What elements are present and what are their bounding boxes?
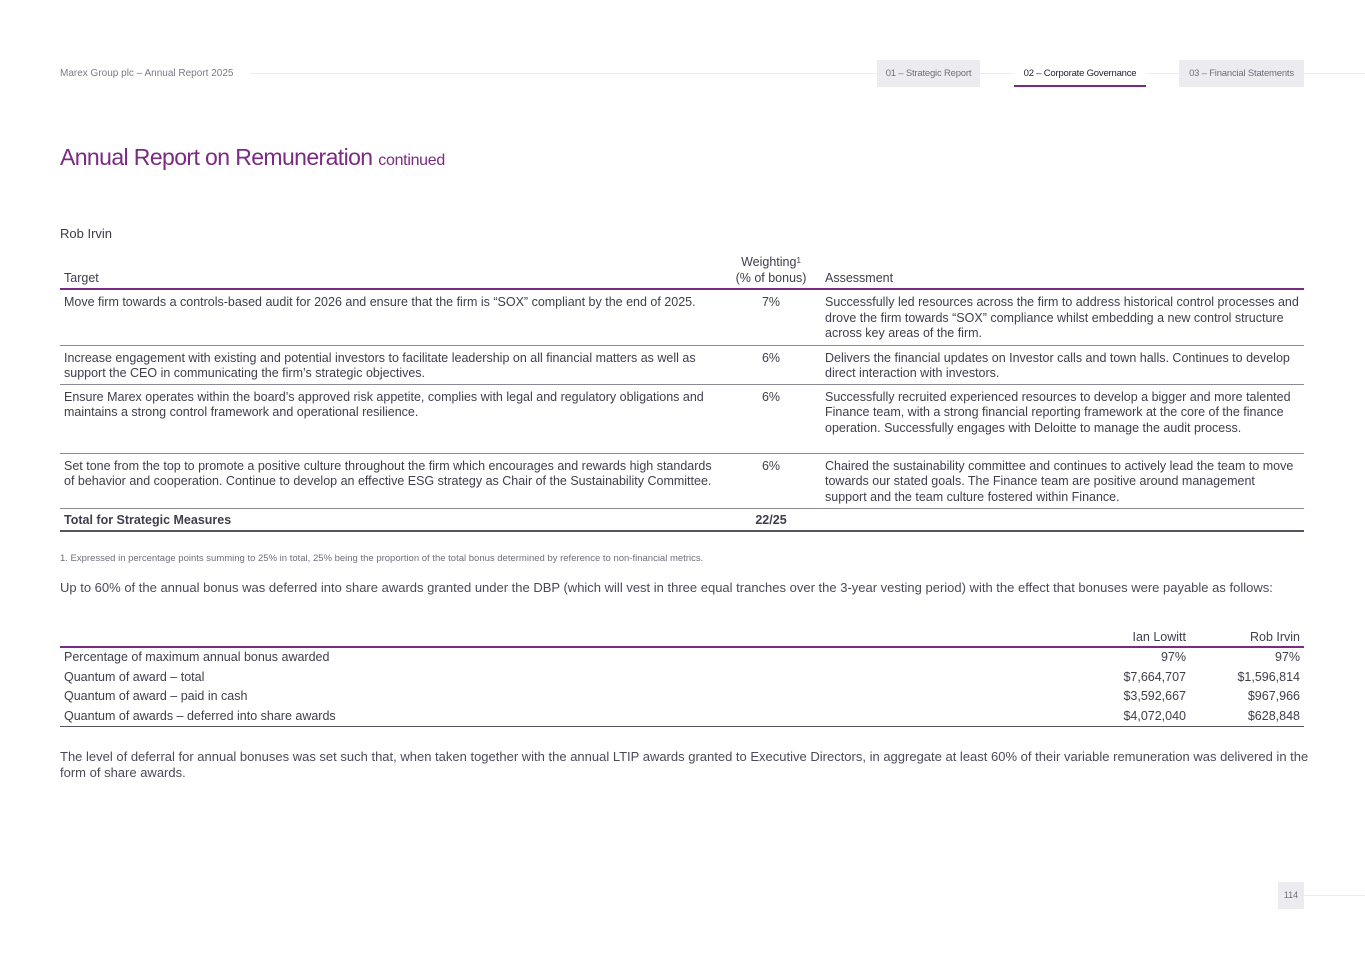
total-empty-cell [821, 508, 1304, 531]
assessment-cell: Chaired the sustainability committee and continues to actively lead the team to move towards our stated goals. The Finance team are positive around management support and the team culture fostered within Finance. [821, 453, 1304, 508]
weighting-cell: 6% [721, 345, 821, 384]
table-row [60, 289, 1304, 345]
weighting-cell: 7% [721, 289, 821, 345]
assessment-cell: Successfully recruited experienced resources to develop a bigger and more talented Finance team, with a strong financial reporting framework at the core of the finance operation. Successfully engages with Deloitte to manage the audit process. [821, 384, 1304, 453]
value-rob: $628,848 [1190, 707, 1304, 727]
value-ian: $7,664,707 [1123, 669, 1186, 684]
table-row [60, 647, 1304, 668]
target-cell: Move firm towards a controls-based audit for 2026 and ensure that the firm is “SOX” compliant by the end of 2025. [60, 289, 721, 345]
table-row [60, 384, 1304, 453]
header-empty [60, 629, 1076, 647]
deferral-paragraph: Up to 60% of the annual bonus was deferred into share awards granted under the DBP (which will vest in three equal tranches over the 3-year vesting period) with the effect that bonuses were payable as follows: [60, 580, 1273, 595]
row-label: Quantum of award – paid in cash [64, 689, 248, 703]
tab-strategic-report[interactable]: 01 – Strategic Report [877, 60, 980, 87]
header-target: Target [60, 255, 721, 289]
page-title-main: Annual Report on Remuneration [60, 144, 373, 170]
bonus-payable-table [60, 629, 1304, 727]
assessment-cell: Delivers the financial updates on Investor calls and town halls. Continues to develop direct interaction with investors. [821, 345, 1304, 384]
weighting-cell: 6% [721, 384, 821, 453]
value-ian: 97% [1160, 650, 1186, 664]
table-header-row [60, 255, 1304, 289]
row-label: Percentage of maximum annual bonus awarded [64, 650, 330, 664]
section-person-name: Rob Irvin [60, 226, 113, 241]
table-header-row [60, 629, 1304, 647]
total-row [60, 508, 1304, 531]
row-label: Quantum of awards – deferred into share awards [60, 707, 1076, 727]
header-weighting-label: Weighting [741, 255, 797, 269]
table-row [60, 453, 1304, 508]
header-assessment: Assessment [821, 255, 1304, 289]
page-title-suffix: continued [378, 152, 445, 169]
tab-financial-statements[interactable]: 03 – Financial Statements [1179, 60, 1304, 87]
target-cell: Increase engagement with existing and potential investors to facilitate leadership on all financial matters as well as support the CEO in communicating the firm’s strategic objectives. [60, 345, 721, 384]
row-label: Quantum of award – total [64, 669, 205, 684]
page-title [60, 144, 445, 171]
target-cell: Ensure Marex operates within the board’s approved risk appetite, complies with legal and regulatory obligations and maintains a strong control framework and operational resilience. [60, 384, 721, 453]
total-label: Total for Strategic Measures [60, 508, 721, 531]
value-ian: $3,592,667 [1123, 689, 1186, 703]
page-number: 114 [1278, 882, 1304, 909]
table-row [60, 345, 1304, 384]
table-row [60, 687, 1304, 707]
assessment-cell: Successfully led resources across the firm to address historical control processes and drove the firm towards “SOX” compliance whilst embedding a new control structure across key areas of the firm. [821, 289, 1304, 345]
weighting-cell: 6% [721, 453, 821, 508]
table-row [60, 707, 1304, 727]
total-value: 22/25 [721, 508, 821, 531]
tab-corporate-governance[interactable]: 02 – Corporate Governance [1014, 60, 1146, 87]
footnote-marker: 1 [796, 256, 801, 265]
header-weighting-unit: (% of bonus) [735, 270, 807, 285]
document-title: Marex Group plc – Annual Report 2025 [60, 68, 234, 79]
strategic-targets-table [60, 255, 1304, 532]
header-weighting [721, 255, 821, 289]
value-rob: $967,966 [1247, 689, 1300, 703]
ltip-paragraph: The level of deferral for annual bonuses was set such that, when taken together with the annual LTIP awards granted to Executive Directors, in aggregate at least 60% of their variable remuneration was delivered in the form of share awards. [60, 749, 1309, 780]
header-ian-lowitt: Ian Lowitt [1076, 629, 1190, 647]
table-row [60, 668, 1304, 688]
header-rob-irvin: Rob Irvin [1190, 629, 1304, 647]
footnote: 1. Expressed in percentage points summing to 25% in total, 25% being the proportion of the total bonus determined by reference to non-financial metrics. [60, 553, 704, 564]
value-rob: 97% [1274, 650, 1300, 664]
value-ian: $4,072,040 [1076, 707, 1190, 727]
value-rob: $1,596,814 [1237, 669, 1300, 684]
target-cell: Set tone from the top to promote a positive culture throughout the firm which encourages and rewards high standards of behavior and cooperation. Continue to develop an effective ESG strategy as Chair of the Sustainability Committee. [60, 453, 721, 508]
footer-rule [1304, 895, 1365, 896]
